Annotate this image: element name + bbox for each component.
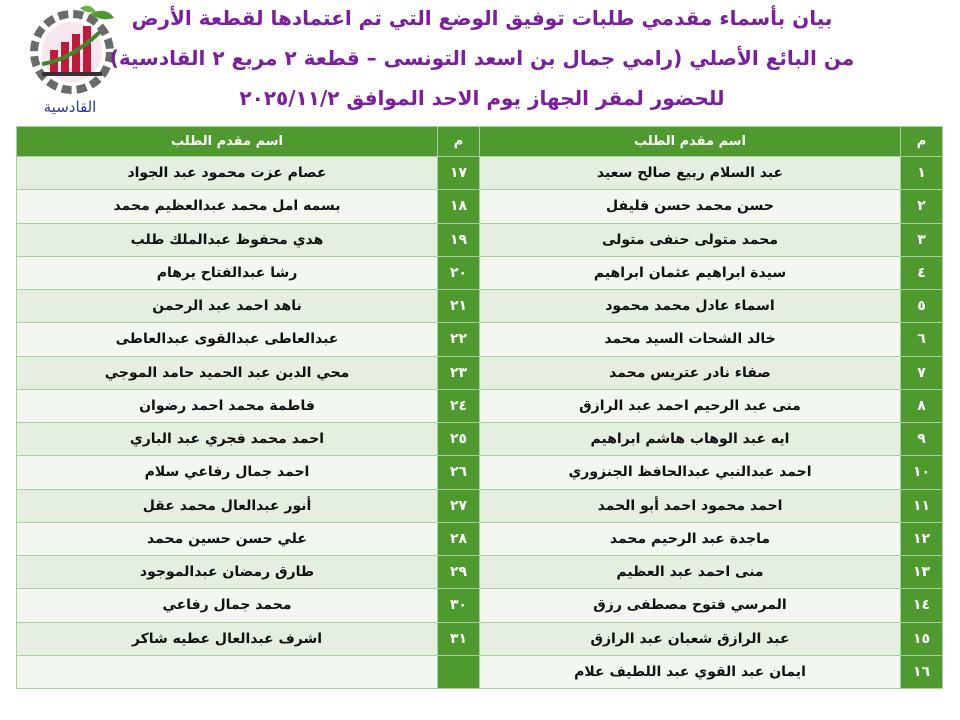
- applicant-name: حسن محمد حسن فليفل: [480, 190, 901, 223]
- row-number: ١٤: [901, 589, 943, 622]
- applicant-name: احمد محمد فجري عبد الباري: [17, 423, 438, 456]
- header-line-1: بيان بأسماء مقدمي طلبات توفيق الوضع التي تم اعتمادها لقطعة الأرض: [131, 6, 833, 30]
- row-number: ٢٣: [438, 356, 480, 389]
- applicant-name: عبدالعاطى عبدالقوى عبدالعاطى: [17, 323, 438, 356]
- row-number: ١٥: [901, 622, 943, 655]
- table-row: [17, 256, 943, 289]
- applicant-name: هدي محفوظ عبدالملك طلب: [17, 223, 438, 256]
- row-number: ٥: [901, 290, 943, 323]
- table-row: [17, 522, 943, 555]
- row-number: ١١: [901, 489, 943, 522]
- col-name-header: اسم مقدم الطلب: [480, 127, 901, 157]
- document-header: [0, 0, 960, 122]
- applicant-name: بسمه امل محمد عبدالعظيم محمد: [17, 190, 438, 223]
- row-number: ٨: [901, 389, 943, 422]
- row-number: ٢٨: [438, 522, 480, 555]
- row-number: ٢٩: [438, 556, 480, 589]
- row-number: ١٨: [438, 190, 480, 223]
- row-number: ٧: [901, 356, 943, 389]
- table-row: [17, 190, 943, 223]
- table-row: [17, 356, 943, 389]
- applicant-name: ماجدة عبد الرحيم محمد: [480, 522, 901, 555]
- applicant-name: احمد محمود احمد أبو الحمد: [480, 489, 901, 522]
- row-number: ٣١: [438, 622, 480, 655]
- table-row: [17, 290, 943, 323]
- row-number: ١: [901, 157, 943, 190]
- row-number: ٩: [901, 423, 943, 456]
- applicant-name: علي حسن حسين محمد: [17, 522, 438, 555]
- applicant-name: احمد عبدالنبي عبدالحافظ الجنزوري: [480, 456, 901, 489]
- applicant-name: محي الدين عبد الحميد حامد الموجي: [17, 356, 438, 389]
- table-row: [17, 622, 943, 655]
- row-number: ٤: [901, 256, 943, 289]
- applicant-name: منى عبد الرحيم احمد عبد الرازق: [480, 389, 901, 422]
- table-row: [17, 589, 943, 622]
- table-row: [17, 157, 943, 190]
- applicant-name: اشرف عبدالعال عطيه شاكر: [17, 622, 438, 655]
- table-header-row: [17, 127, 943, 157]
- row-number: ١٠: [901, 456, 943, 489]
- row-number: ١٣: [901, 556, 943, 589]
- applicant-name: احمد جمال رفاعي سلام: [17, 456, 438, 489]
- row-number: ٢٦: [438, 456, 480, 489]
- row-number: ٢: [901, 190, 943, 223]
- applicant-name: ايمان عبد القوي عبد اللطيف علام: [480, 655, 901, 688]
- header-line-2: من البائع الأصلي (رامي جمال بن اسعد التونسى – قطعة ٢ مربع ٢ القادسية): [109, 46, 855, 70]
- applicant-name: صفاء نادر عتريس محمد: [480, 356, 901, 389]
- row-number: ٢٤: [438, 389, 480, 422]
- applicant-name: ناهد احمد عبد الرحمن: [17, 290, 438, 323]
- applicant-name: فاطمة محمد احمد رضوان: [17, 389, 438, 422]
- col-num-header: م: [901, 127, 943, 157]
- header-line-3: للحضور لمقر الجهاز يوم الاحد الموافق ٢٠٢٥/١١/٢: [239, 86, 725, 110]
- applicant-name: [17, 655, 438, 688]
- applicant-name: ايه عبد الوهاب هاشم ابراهيم: [480, 423, 901, 456]
- applicant-name: خالد الشحات السيد محمد: [480, 323, 901, 356]
- row-number: ٢٠: [438, 256, 480, 289]
- row-number: ٣٠: [438, 589, 480, 622]
- applicant-name: منى احمد عبد العظيم: [480, 556, 901, 589]
- applicant-name: عبد الرازق شعبان عبد الرازق: [480, 622, 901, 655]
- applicants-table: [16, 126, 943, 689]
- row-number: ٢٧: [438, 489, 480, 522]
- applicant-name: أنور عبدالعال محمد عقل: [17, 489, 438, 522]
- table-row: [17, 556, 943, 589]
- row-number: ١٦: [901, 655, 943, 688]
- applicant-name: محمد متولى حنفى متولى: [480, 223, 901, 256]
- col-num-header: م: [438, 127, 480, 157]
- row-number: ٣: [901, 223, 943, 256]
- row-number: ٢١: [438, 290, 480, 323]
- table-row: [17, 489, 943, 522]
- row-number: ١٢: [901, 522, 943, 555]
- table-row: [17, 423, 943, 456]
- applicant-name: سيدة ابراهيم عثمان ابراهيم: [480, 256, 901, 289]
- row-number: ٢٥: [438, 423, 480, 456]
- row-number: ١٧: [438, 157, 480, 190]
- applicant-name: عبد السلام ربيع صالح سعيد: [480, 157, 901, 190]
- applicant-name: عصام عزت محمود عبد الجواد: [17, 157, 438, 190]
- row-number: ٢٢: [438, 323, 480, 356]
- applicant-name: اسماء عادل محمد محمود: [480, 290, 901, 323]
- applicant-name: رشا عبدالفتاح يرهام: [17, 256, 438, 289]
- row-number: [438, 655, 480, 688]
- col-name-header: اسم مقدم الطلب: [17, 127, 438, 157]
- table-row: [17, 456, 943, 489]
- logo-label: القادسية: [43, 98, 97, 116]
- applicant-name: المرسي فتوح مصطفى رزق: [480, 589, 901, 622]
- table-row: [17, 323, 943, 356]
- table-row: [17, 389, 943, 422]
- table-row: [17, 223, 943, 256]
- applicant-name: طارق رمضان عبدالموجود: [17, 556, 438, 589]
- table-row: [17, 655, 943, 688]
- row-number: ١٩: [438, 223, 480, 256]
- applicant-name: محمد جمال رفاعي: [17, 589, 438, 622]
- row-number: ٦: [901, 323, 943, 356]
